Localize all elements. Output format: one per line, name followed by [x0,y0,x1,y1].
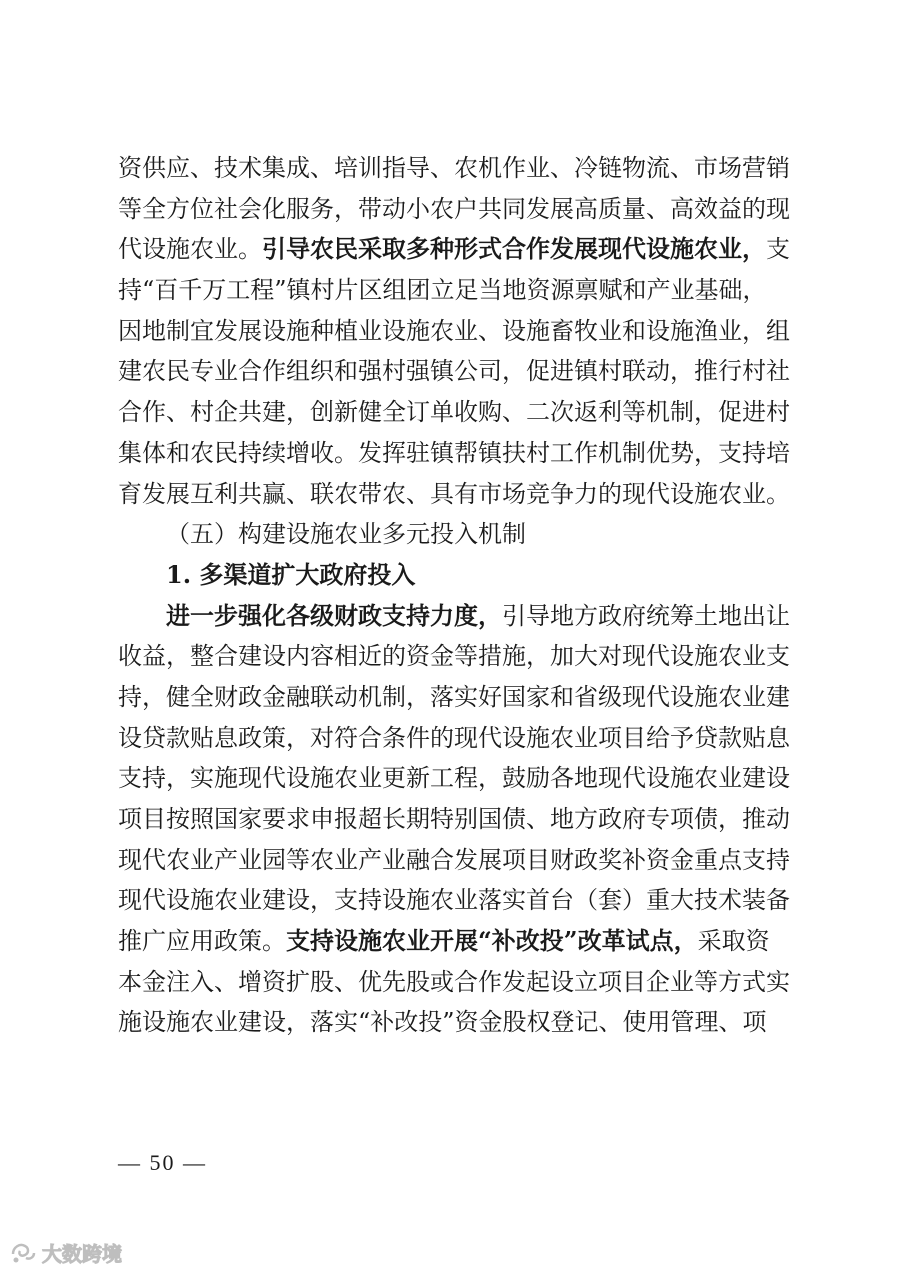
text-segment: 推广应用政策。 [118,927,286,956]
text-segment: 育发展互利共赢、联农带农、具有市场竞争力的现代设施农业。 [118,479,790,508]
bold-text-segment: 进一步强化各级财政支持力度， [166,600,502,630]
text-segment: 采取资 [697,927,770,956]
text-segment: 施设施农业建设，落实“补改投”资金股权登记、使用管理、项 [118,1008,767,1037]
text-line [118,392,798,433]
text-line [118,514,798,555]
text-segment: 本金注入、增资扩股、优先股或合作发起设立项目企业等方式实 [118,967,790,996]
text-line [118,758,798,799]
text-line [118,840,798,881]
text-line [118,962,798,1003]
text-segment: 代设施农业。 [118,235,262,264]
text-line [118,270,798,311]
text-line [118,1002,798,1043]
text-segment: 设贷款贴息政策，对符合条件的现代设施农业项目给予贷款贴息 [118,723,790,752]
text-segment: 集体和农民持续增收。发挥驻镇帮镇扶村工作机制优势，支持培 [118,438,790,467]
text-segment: 持“百千万工程”镇村片区组团立足当地资源禀赋和产业基础， [118,276,767,305]
watermark [8,1238,122,1267]
text-line [118,718,798,759]
text-line [118,799,798,840]
text-line [118,677,798,718]
text-segment: 合作、村企共建，创新健全订单收购、二次返利等机制，促进村 [118,398,790,427]
text-segment: 收益，整合建设内容相近的资金等措施，加大对现代设施农业支 [118,642,790,671]
text-line [118,555,798,596]
text-segment: （五）构建设施农业多元投入机制 [166,520,526,549]
text-line [118,148,798,189]
text-line [118,636,798,677]
text-line [118,921,798,962]
text-segment: 等全方位社会化服务，带动小农户共同发展高质量、高效益的现 [118,194,790,223]
text-line [118,351,798,392]
text-segment: 现代农业产业园等农业产业融合发展项目财政奖补资金重点支持 [118,845,790,874]
text-line [118,880,798,921]
text-line [118,311,798,352]
text-segment: 支持，实施现代设施农业更新工程，鼓励各地现代设施农业建设 [118,764,790,793]
watermark-logo-icon [8,1240,38,1266]
text-segment: 持，健全财政金融联动机制，落实好国家和省级现代设施农业建 [118,682,790,711]
page-number: — 50 — [118,1150,207,1175]
bold-text-segment: 支持设施农业开展“补改投”改革试点， [286,926,698,956]
text-segment: 建农民专业合作组织和强村强镇公司，促进镇村联动，推行村社 [118,357,790,386]
text-line [118,596,798,637]
text-line [118,433,798,474]
text-segment: 因地制宜发展设施种植业设施农业、设施畜牧业和设施渔业，组 [118,316,790,345]
bold-text-segment: 1. 多渠道扩大政府投入 [166,559,416,589]
text-segment: 项目按照国家要求申报超长期特别国债、地方政府专项债，推动 [118,805,790,833]
body-text [118,148,798,1043]
text-segment: 现代设施农业建设，支持设施农业落实首台（套）重大技术装备 [118,886,790,915]
watermark-text: 大数跨境 [42,1242,122,1266]
text-segment: 支 [766,235,790,264]
text-segment: 引导地方政府统筹土地出让 [502,601,790,630]
text-line [118,189,798,230]
text-line [118,474,798,515]
text-line [118,229,798,270]
bold-text-segment: 引导农民采取多种形式合作发展现代设施农业， [262,234,766,264]
text-segment: 资供应、技术集成、培训指导、农机作业、冷链物流、市场营销 [118,154,790,182]
